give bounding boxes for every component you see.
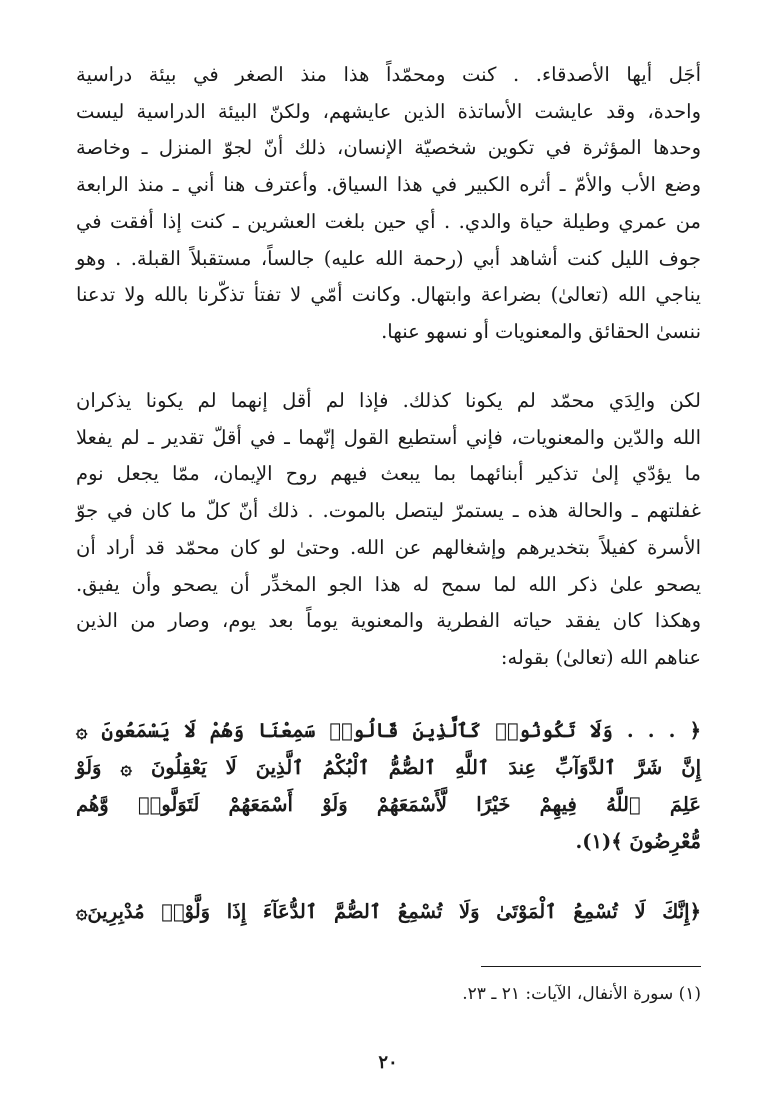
paragraph-2 (76, 383, 701, 677)
paragraph-line: أجَل أيها الأصدقاء. . كنت ومحمّداً هذا منذ الصغر في بيئة دراسية (76, 63, 701, 86)
footnote: (١) سورة الأنفال، الآيات: ٢١ ـ ٢٣. (462, 984, 701, 1004)
quran-line: ﴿إِنَّكَ لَا تُسْمِعُ ٱلْمَوْتَىٰ وَلَا تُسْمِعُ ٱلصُّمَّ ٱلدُّعَآءَ إِذَا وَلَّوْا۟ مُدْبِرِينَ۞ (76, 900, 701, 923)
quran-line: عَلِمَ ٱللَّهُ فِيهِمْ خَيْرًا لَّأَسْمَعَهُمْ وَلَوْ أَسْمَعَهُمْ لَتَوَلَّوا۟ وَّهُم (76, 793, 701, 816)
paragraph-line: وضع الأب والأمّ ـ أثره الكبير في هذا السياق. وأعترف هنا أني ـ منذ الرابعة (76, 173, 701, 197)
paragraph-line: يصحو علىٰ ذكر الله لما سمح له هذا الجو المخدِّر أن يصحو وأن يفيق. (76, 572, 701, 596)
paragraph-1 (76, 57, 701, 351)
quran-quote-1 (76, 712, 701, 860)
paragraph-line: لكن والِدَي محمّد لم يكونا كذلك. فإذا لم أقل إنهما لم يكونا يذكران (76, 389, 701, 412)
paragraph-line: ما يؤدّي إلىٰ تذكير أبنائهما بما يبعث فيهم روح الإيمان، ممّا يجعل نوم (76, 462, 701, 486)
paragraph-line: وهكذا كان يفقد حياته الفطرية والمعنوية يوماً بعد يوم، وصار من الذين (76, 609, 701, 633)
paragraph-line: الأسرة كفيلاً بتخديرهم وإشغالهم عن الله. وحتىٰ لو كان محمّد قد أراد أن (76, 535, 701, 559)
quran-line: ﴿ . . . وَلَا تَكُونُوا۟ كَٱلَّذِينَ قَالُوا۟ سَمِعْنَا وَهُمْ لَا يَسْمَعُونَ ۞ (76, 719, 701, 742)
paragraph-line: واحدة، وقد عايشت الأساتذة الذين عايشهم، ولكنّ البيئة الدراسية ليست (76, 99, 701, 123)
paragraph-line: غفلتهم ـ والحالة هذه ـ يستمرّ ليتصل بالموت. . ذلك أنّ كلّ ما كان في جوّ (76, 499, 701, 523)
paragraph-line: ننسىٰ الحقائق والمعنويات أو نسهو عنها. (381, 319, 701, 343)
quran-line: إِنَّ شَرَّ ٱلدَّوَآبِّ عِندَ ٱللَّهِ ٱلصُّمُّ ٱلْبُكْمُ ٱلَّذِينَ لَا يَعْقِلُونَ ۞ وَلَوْ (76, 756, 701, 779)
paragraph-line: جوف الليل كنت أشاهد أبي (رحمة الله عليه) جالساً، مستقبلاً القبلة. . وهو (76, 246, 701, 270)
footnote-divider (481, 966, 701, 967)
paragraph-line: وحدها المؤثرة في تكوين شخصيّة الإنسان، ذلك أنّ لجوّ المنزل ـ وخاصة (76, 136, 701, 160)
paragraph-line: يناجي الله (تعالىٰ) بضراعة وابتهال. وكانت أمّي لا تفتأ تذكّرنا بالله ولا تدعنا (76, 283, 701, 307)
quran-quote-2 (76, 893, 701, 930)
page-number: ٢٠ (378, 1052, 398, 1073)
paragraph-line: عناهم الله (تعالىٰ) بقوله: (500, 645, 701, 669)
paragraph-line: الله والدّين والمعنويات، فإني أستطيع القول إنّهما ـ في أقلّ تقدير ـ لم يفعلا (76, 425, 701, 449)
quran-line: مُّعْرِضُونَ ﴾(١). (575, 830, 701, 853)
paragraph-line: من عمري وطيلة حياة والدي. . أي حين بلغت العشرين ـ كنت إذا أفقت في (76, 209, 701, 233)
